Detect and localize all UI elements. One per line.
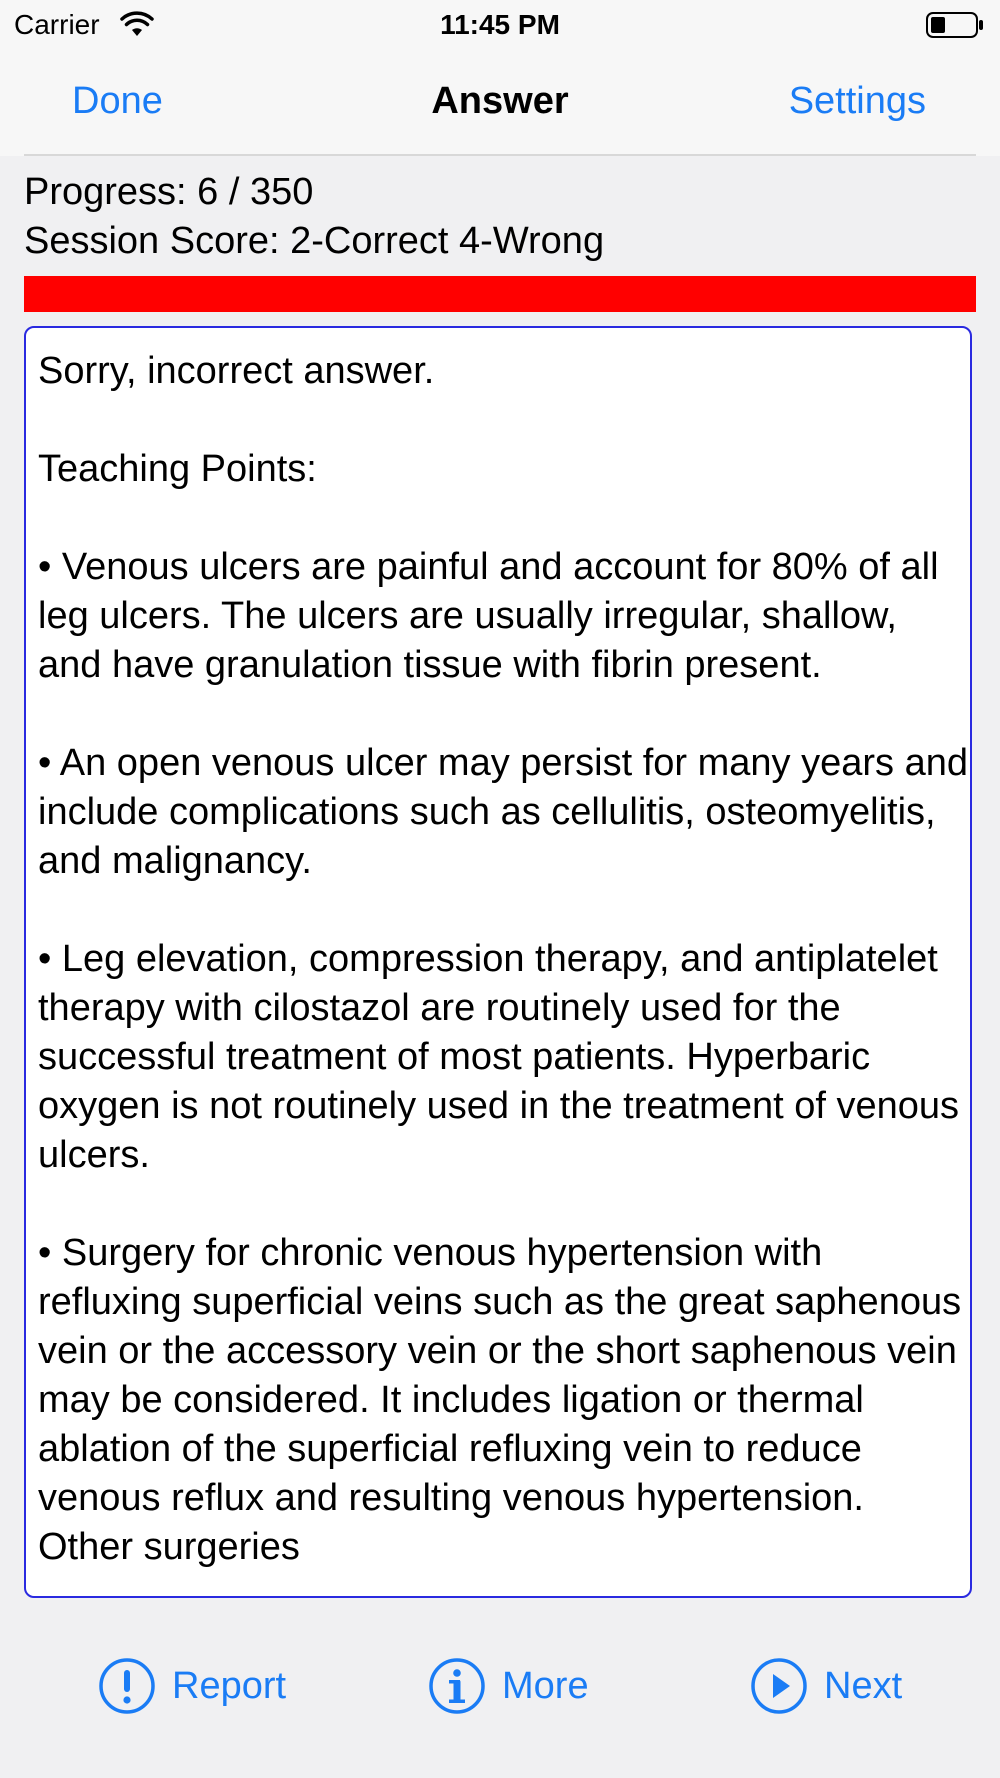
exclamation-circle-icon bbox=[98, 1657, 156, 1715]
info-circle-icon bbox=[428, 1657, 486, 1715]
battery-icon bbox=[926, 12, 984, 38]
settings-button[interactable]: Settings bbox=[788, 80, 926, 122]
more-button[interactable] bbox=[428, 1654, 589, 1718]
report-button[interactable] bbox=[98, 1654, 286, 1718]
report-label: Report bbox=[172, 1665, 287, 1707]
more-label: More bbox=[502, 1665, 589, 1707]
session-score-text: Session Score: 2-Correct 4-Wrong bbox=[24, 220, 605, 262]
answer-text: Sorry, incorrect answer. Teaching Points: • Venous ulcers are painful and account for 80% of all leg ulcers. The ulcers are usually irregular, shallow, and have granulation tissue with fibrin present. • An open venous ulcer may persist for many years and include complications such as cellulitis, osteomyelitis, and malignancy. • Leg elevation, compression therapy, and antiplatelet therapy with cilostazol are routinely used for the successful treatment of most patients. Hyperbaric oxygen is not routinely used in the treatment of venous ulcers. • Surgery for chronic venous hypertension with refluxing superficial veins such as the great saphenous vein or the accessory vein or the short saphenous vein may be considered. It includes ligation or thermal ablation of the superficial refluxing vein to reduce venous reflux and resulting venous hypertension. Other surgeries bbox=[38, 350, 968, 1568]
nav-divider bbox=[24, 154, 976, 156]
next-button[interactable] bbox=[750, 1654, 902, 1718]
progress-text: Progress: 6 / 350 bbox=[24, 171, 314, 213]
status-bar bbox=[0, 0, 1000, 50]
progress-info bbox=[24, 168, 976, 266]
done-button[interactable]: Done bbox=[72, 80, 163, 122]
navigation-bar bbox=[0, 50, 1000, 156]
play-circle-icon bbox=[750, 1657, 808, 1715]
page-title: Answer bbox=[431, 80, 569, 122]
next-label: Next bbox=[824, 1665, 903, 1707]
status-time: 11:45 PM bbox=[440, 9, 560, 40]
carrier-label: Carrier bbox=[14, 9, 100, 40]
answer-text-view[interactable] bbox=[24, 326, 972, 1598]
score-status-bar bbox=[24, 276, 976, 312]
